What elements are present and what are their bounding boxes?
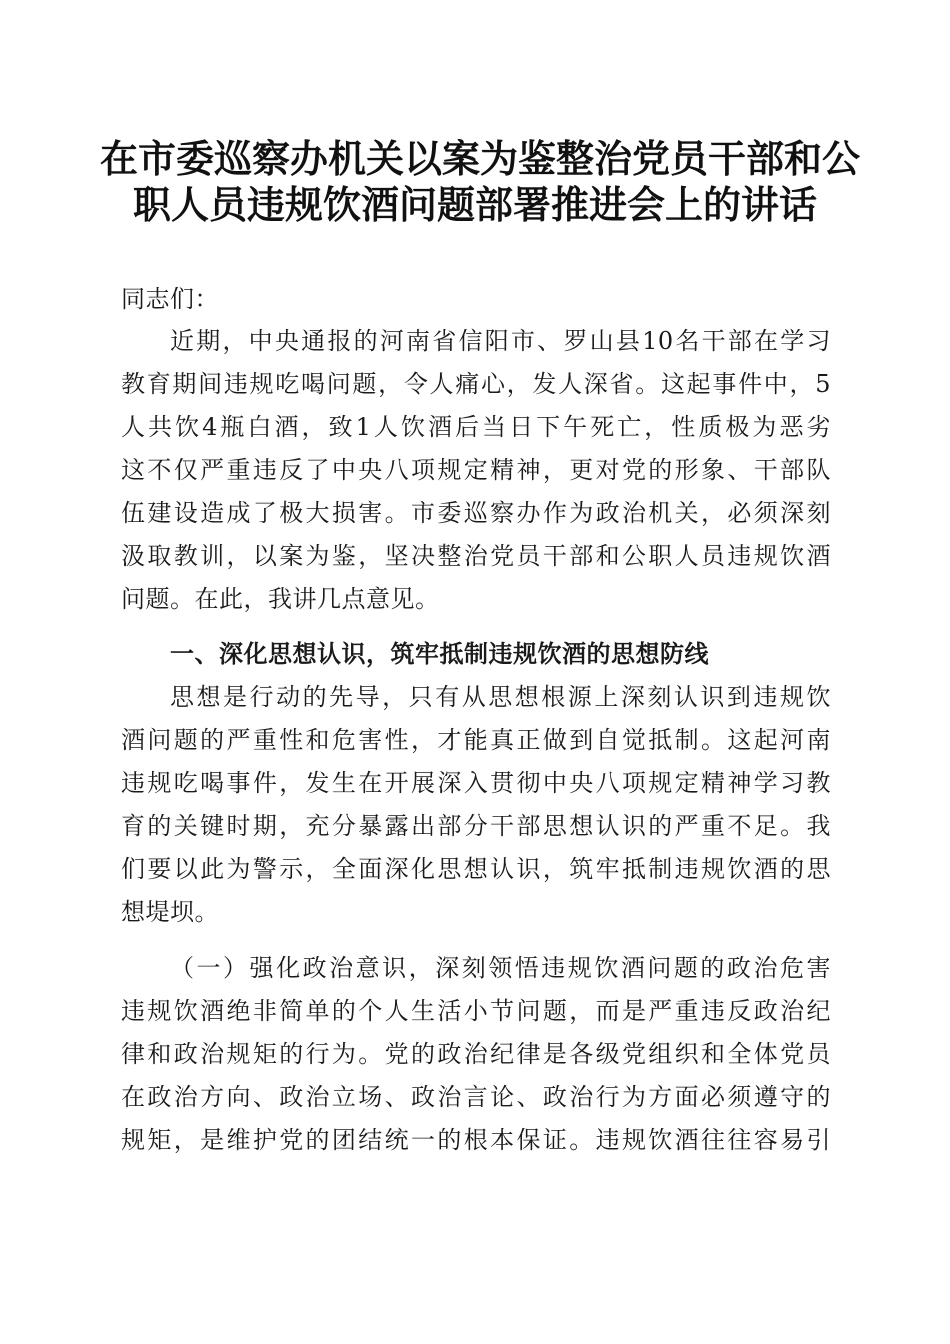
- paragraph-line: 酒问题的严重性和危害性，才能真正做到自觉抵制。这起河南: [121, 726, 831, 754]
- salutation: 同志们：: [121, 285, 219, 313]
- paragraph-line: 律和政治规矩的行为。党的政治纪律是各级党组织和全体党员: [121, 1040, 831, 1068]
- paragraph-line: 思想是行动的先导，只有从思想根源上深刻认识到违规饮: [170, 683, 831, 711]
- paragraph-line: 伍建设造成了极大损害。市委巡察办作为政治机关，必须深刻: [121, 499, 831, 527]
- document-title-line-1: 在市委巡察办机关以案为鉴整治党员干部和公: [100, 137, 861, 181]
- document-title-line-2: 职人员违规饮酒问题部署推进会上的讲话: [132, 183, 817, 227]
- paragraph-line: 们要以此为警示，全面深化思想认识，筑牢抵制违规饮酒的思: [121, 855, 831, 883]
- paragraph-line: 育的关键时期，充分暴露出部分干部思想认识的严重不足。我: [121, 812, 831, 840]
- paragraph-line: 想堤坝。: [121, 898, 219, 926]
- paragraph-line: 人共饮4瓶白酒，致1人饮酒后当日下午死亡，性质极为恶劣: [121, 413, 831, 441]
- paragraph-line: 这不仅严重违反了中央八项规定精神，更对党的形象、干部队: [121, 456, 831, 484]
- paragraph-line: 近期，中央通报的河南省信阳市、罗山县10名干部在学习: [170, 327, 831, 355]
- paragraph-line: 汲取教训，以案为鉴，坚决整治党员干部和公职人员违规饮酒: [121, 542, 831, 570]
- subsection-heading: （一）强化政治意识，深刻领悟违规饮酒问题的政治危害: [170, 954, 831, 982]
- paragraph-line: 问题。在此，我讲几点意见。: [121, 585, 440, 613]
- section-heading: 一、深化思想认识，筑牢抵制违规饮酒的思想防线: [170, 640, 709, 668]
- paragraph-line: 教育期间违规吃喝问题，令人痛心，发人深省。这起事件中，5: [121, 370, 831, 398]
- paragraph-line: 违规吃喝事件，发生在开展深入贯彻中央八项规定精神学习教: [121, 769, 831, 797]
- paragraph-line: 违规饮酒绝非简单的个人生活小节问题，而是严重违反政治纪: [121, 997, 831, 1025]
- paragraph-line: 在政治方向、政治立场、政治言论、政治行为方面必须遵守的: [121, 1083, 831, 1111]
- paragraph-line: 规矩，是维护党的团结统一的根本保证。违规饮酒往往容易引: [121, 1126, 831, 1154]
